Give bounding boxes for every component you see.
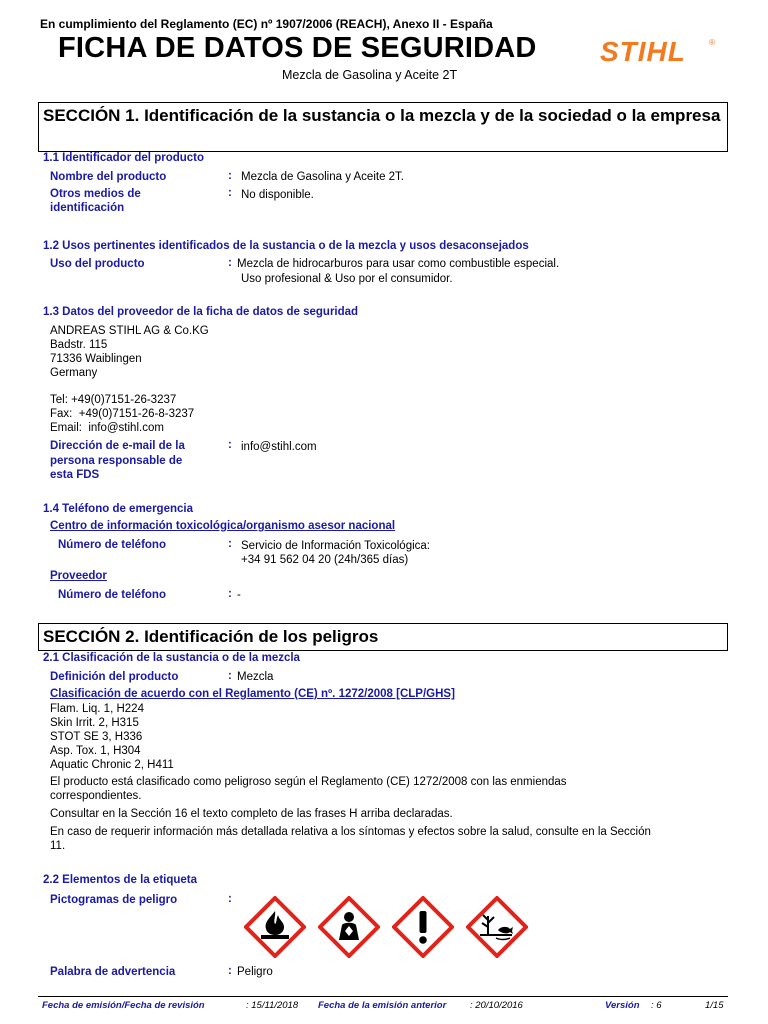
health-info-note-line: En caso de requerir información más detallada relativa a los síntomas y efectos sobre la salud, consulte en la Sección xyxy=(50,826,651,838)
hazard-class: Aquatic Chronic 2, H411 xyxy=(50,759,174,771)
hazard-class: Asp. Tox. 1, H304 xyxy=(50,745,141,757)
other-id-label-2: identificación xyxy=(50,202,125,214)
contact-line: Tel: +49(0)7151-26-3237 xyxy=(50,394,177,406)
supplier-phone-value: - xyxy=(237,589,241,601)
product-name-value: Mezcla de Gasolina y Aceite 2T. xyxy=(241,171,404,183)
colon: : xyxy=(228,588,232,600)
version-label: Versión xyxy=(605,1000,640,1011)
product-use-label: Uso del producto xyxy=(50,258,145,270)
flame-icon xyxy=(244,896,306,958)
previous-issue-value: : 20/10/2016 xyxy=(470,1000,523,1011)
pictograms-label: Pictogramas de peligro xyxy=(50,894,178,906)
product-use-value-2: Uso profesional & Uso por el consumidor. xyxy=(241,273,453,285)
issue-date-value: : 15/11/2018 xyxy=(246,1000,299,1011)
product-definition-label: Definición del producto xyxy=(50,671,179,683)
colon: : xyxy=(228,170,232,182)
phone-value-2: +34 91 562 04 20 (24h/365 días) xyxy=(241,554,409,566)
phone-value-1: Servicio de Información Toxicológica: xyxy=(241,540,430,552)
email-label-line: Dirección de e-mail de la xyxy=(50,440,185,452)
subsection-2-2-title: 2.2 Elementos de la etiqueta xyxy=(43,874,198,886)
supplier-phone-label: Número de teléfono xyxy=(58,589,166,601)
document-subtitle: Mezcla de Gasolina y Aceite 2T xyxy=(282,68,458,82)
product-use-value-1: Mezcla de hidrocarburos para usar como combustible especial. xyxy=(237,258,560,270)
phone-label: Número de teléfono xyxy=(58,539,166,551)
clp-classification-link[interactable]: Clasificación de acuerdo con el Reglamento (CE) nº. 1272/2008 [CLP/GHS] xyxy=(50,688,455,700)
subsection-1-1-title: 1.1 Identificador del producto xyxy=(43,152,205,164)
section-1-heading: SECCIÓN 1. Identificación de la sustancia o la mezcla y de la sociedad o la empresa xyxy=(38,102,728,152)
email-value[interactable]: info@stihl.com xyxy=(241,441,317,453)
signal-word-value: Peligro xyxy=(237,966,273,978)
stihl-logo xyxy=(598,34,720,68)
contact-line: Fax: +49(0)7151-26-8-3237 xyxy=(50,408,195,420)
environment-icon xyxy=(466,896,528,958)
classification-note-line: correspondientes. xyxy=(50,790,142,802)
colon: : xyxy=(228,538,232,550)
hazard-class: STOT SE 3, H336 xyxy=(50,731,143,743)
section-2-heading: SECCIÓN 2. Identificación de los peligros xyxy=(38,623,728,651)
product-definition-value: Mezcla xyxy=(237,671,274,683)
subsection-2-1-title: 2.1 Clasificación de la sustancia o de la mezcla xyxy=(43,652,300,664)
other-id-label-1: Otros medios de xyxy=(50,188,141,200)
document-title: FICHA DE DATOS DE SEGURIDAD xyxy=(58,32,537,64)
poison-center-link[interactable]: Centro de información toxicológica/organismo asesor nacional xyxy=(50,520,396,532)
address-line: ANDREAS STIHL AG & Co.KG xyxy=(50,325,209,337)
hazard-class: Flam. Liq. 1, H224 xyxy=(50,703,144,715)
exclamation-mark-icon xyxy=(392,896,454,958)
hazard-class: Skin Irrit. 2, H315 xyxy=(50,717,139,729)
regulation-line: En cumplimiento del Reglamento (EC) nº 1907/2006 (REACH), Anexo II - España xyxy=(40,17,493,31)
previous-issue-label: Fecha de la emisión anterior xyxy=(318,1000,447,1011)
email-label-line: esta FDS xyxy=(50,469,100,481)
address-line: Germany xyxy=(50,367,98,379)
address-line: Badstr. 115 xyxy=(50,339,108,351)
subsection-1-4-title: 1.4 Teléfono de emergencia xyxy=(43,503,193,515)
colon: : xyxy=(228,893,232,905)
colon: : xyxy=(228,439,232,451)
other-id-value: No disponible. xyxy=(241,189,314,201)
page-footer xyxy=(38,996,728,1017)
page-number: 1/15 xyxy=(705,1000,724,1011)
supplier-link[interactable]: Proveedor xyxy=(50,570,107,582)
colon: : xyxy=(228,257,232,269)
address-line: 71336 Waiblingen xyxy=(50,353,142,365)
health-info-note-line: 11. xyxy=(50,840,66,852)
classification-note-line: El producto está clasificado como peligroso según el Reglamento (CE) 1272/2008 con las enmiendas xyxy=(50,776,567,788)
email-label-line: persona responsable de xyxy=(50,455,183,467)
version-value: : 6 xyxy=(651,1000,662,1011)
contact-line: Email: info@stihl.com xyxy=(50,422,164,434)
signal-word-label: Palabra de advertencia xyxy=(50,966,176,978)
svg-text:STIHL: STIHL xyxy=(600,36,686,67)
product-name-label: Nombre del producto xyxy=(50,171,167,183)
issue-date-label: Fecha de emisión/Fecha de revisión xyxy=(42,1000,205,1011)
colon: : xyxy=(228,965,232,977)
colon: : xyxy=(228,670,232,682)
subsection-1-3-title: 1.3 Datos del proveedor de la ficha de datos de seguridad xyxy=(43,306,359,318)
h-phrases-note: Consultar en la Sección 16 el texto completo de las frases H arriba declaradas. xyxy=(50,808,453,820)
health-hazard-icon xyxy=(318,896,380,958)
svg-text:®: ® xyxy=(709,38,715,47)
subsection-1-2-title: 1.2 Usos pertinentes identificados de la sustancia o de la mezcla y usos desaconsejados xyxy=(43,240,529,252)
colon: : xyxy=(228,187,232,199)
